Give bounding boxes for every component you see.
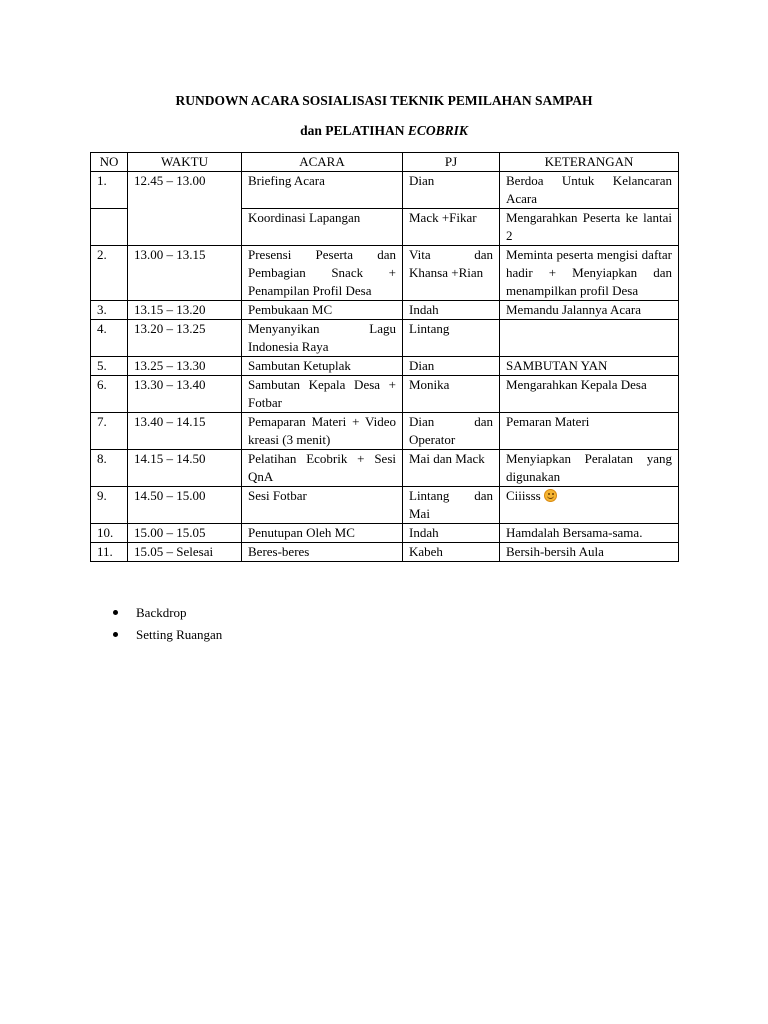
table-row bbox=[91, 301, 679, 320]
bullet-text: Setting Ruangan bbox=[136, 627, 223, 642]
cell-waktu: 13.00 – 13.15 bbox=[128, 246, 242, 301]
table-row bbox=[91, 524, 679, 543]
cell-waktu: 13.40 – 14.15 bbox=[128, 413, 242, 450]
document-title: RUNDOWN ACARA SOSIALISASI TEKNIK PEMILAHAN SAMPAH bbox=[175, 93, 593, 108]
table-row bbox=[91, 172, 679, 209]
cell-waktu: 14.50 – 15.00 bbox=[128, 487, 242, 524]
cell-pj: Mack +Fikar bbox=[403, 209, 500, 246]
cell-acara: Presensi Peserta dan Pembagian Snack + Penampilan Profil Desa bbox=[242, 246, 403, 301]
header-no: NO bbox=[91, 153, 128, 172]
list-item bbox=[109, 624, 222, 646]
cell-no: 6. bbox=[91, 376, 128, 413]
cell-no: 9. bbox=[91, 487, 128, 524]
cell-no: 3. bbox=[91, 301, 128, 320]
cell-acara: Menyanyikan Lagu Indonesia Raya bbox=[242, 320, 403, 357]
cell-pj: Indah bbox=[403, 524, 500, 543]
cell-keterangan: Memandu Jalannya Acara bbox=[500, 301, 679, 320]
cell-no: 10. bbox=[91, 524, 128, 543]
cell-keterangan: SAMBUTAN YAN bbox=[500, 357, 679, 376]
cell-pj: Lintang bbox=[403, 320, 500, 357]
bullet-dot-icon bbox=[113, 610, 118, 615]
cell-waktu: 13.15 – 13.20 bbox=[128, 301, 242, 320]
table-header-row bbox=[91, 153, 679, 172]
cell-no: 2. bbox=[91, 246, 128, 301]
cell-no: 7. bbox=[91, 413, 128, 450]
table-row bbox=[91, 543, 679, 562]
cell-acara: Penutupan Oleh MC bbox=[242, 524, 403, 543]
cell-pj: Monika bbox=[403, 376, 500, 413]
cell-pj: Dian bbox=[403, 172, 500, 209]
smiling-face-emoji-icon bbox=[544, 489, 557, 502]
subtitle-emphasis: ECOBRIK bbox=[407, 123, 468, 138]
cell-no: 8. bbox=[91, 450, 128, 487]
subtitle-prefix: dan PELATIHAN bbox=[300, 123, 408, 138]
table-row bbox=[91, 320, 679, 357]
cell-pj: Dian bbox=[403, 357, 500, 376]
table-row bbox=[91, 246, 679, 301]
cell-keterangan: Mengarahkan Kepala Desa bbox=[500, 376, 679, 413]
cell-pj: Indah bbox=[403, 301, 500, 320]
cell-pj: Mai dan Mack bbox=[403, 450, 500, 487]
cell-keterangan: Bersih-bersih Aula bbox=[500, 543, 679, 562]
cell-acara: Briefing Acara bbox=[242, 172, 403, 209]
cell-no bbox=[91, 209, 128, 246]
cell-waktu: 15.00 – 15.05 bbox=[128, 524, 242, 543]
cell-waktu: 13.30 – 13.40 bbox=[128, 376, 242, 413]
cell-pj: Kabeh bbox=[403, 543, 500, 562]
table-row bbox=[91, 413, 679, 450]
bullet-text: Backdrop bbox=[136, 605, 187, 620]
cell-keterangan: Berdoa Untuk Kelancaran Acara bbox=[500, 172, 679, 209]
header-waktu: WAKTU bbox=[128, 153, 242, 172]
cell-pj: Dian dan Operator bbox=[403, 413, 500, 450]
cell-acara: Pemaparan Materi + Video kreasi (3 menit) bbox=[242, 413, 403, 450]
cell-no: 1. bbox=[91, 172, 128, 209]
cell-keterangan: Pemaran Materi bbox=[500, 413, 679, 450]
cell-waktu: 12.45 – 13.00 bbox=[128, 172, 242, 246]
cell-no: 5. bbox=[91, 357, 128, 376]
cell-acara: Sesi Fotbar bbox=[242, 487, 403, 524]
cell-keterangan bbox=[500, 487, 679, 524]
cell-acara: Pelatihan Ecobrik + Sesi QnA bbox=[242, 450, 403, 487]
cell-keterangan: Meminta peserta mengisi daftar hadir + Menyiapkan dan menampilkan profil Desa bbox=[500, 246, 679, 301]
cell-keterangan: Mengarahkan Peserta ke lantai 2 bbox=[500, 209, 679, 246]
cell-keterangan: Hamdalah Bersama-sama. bbox=[500, 524, 679, 543]
table-row bbox=[91, 487, 679, 524]
document-subtitle bbox=[0, 123, 768, 139]
cell-acara: Sambutan Kepala Desa + Fotbar bbox=[242, 376, 403, 413]
cell-waktu: 15.05 – Selesai bbox=[128, 543, 242, 562]
table-row bbox=[91, 376, 679, 413]
cell-waktu: 13.25 – 13.30 bbox=[128, 357, 242, 376]
cell-no: 4. bbox=[91, 320, 128, 357]
cell-waktu: 14.15 – 14.50 bbox=[128, 450, 242, 487]
cell-pj: Vita dan Khansa +Rian bbox=[403, 246, 500, 301]
keterangan-text: Ciiisss bbox=[506, 488, 541, 503]
bullet-list bbox=[109, 602, 222, 646]
cell-keterangan bbox=[500, 320, 679, 357]
table-row bbox=[91, 450, 679, 487]
bullet-dot-icon bbox=[113, 632, 118, 637]
cell-pj: Lintang dan Mai bbox=[403, 487, 500, 524]
rundown-table bbox=[90, 152, 679, 562]
cell-acara: Beres-beres bbox=[242, 543, 403, 562]
cell-keterangan: Menyiapkan Peralatan yang digunakan bbox=[500, 450, 679, 487]
header-keterangan: KETERANGAN bbox=[500, 153, 679, 172]
header-pj: PJ bbox=[403, 153, 500, 172]
table-row bbox=[91, 357, 679, 376]
cell-no: 11. bbox=[91, 543, 128, 562]
header-acara: ACARA bbox=[242, 153, 403, 172]
cell-acara: Sambutan Ketuplak bbox=[242, 357, 403, 376]
cell-acara: Koordinasi Lapangan bbox=[242, 209, 403, 246]
list-item bbox=[109, 602, 222, 624]
cell-acara: Pembukaan MC bbox=[242, 301, 403, 320]
cell-waktu: 13.20 – 13.25 bbox=[128, 320, 242, 357]
